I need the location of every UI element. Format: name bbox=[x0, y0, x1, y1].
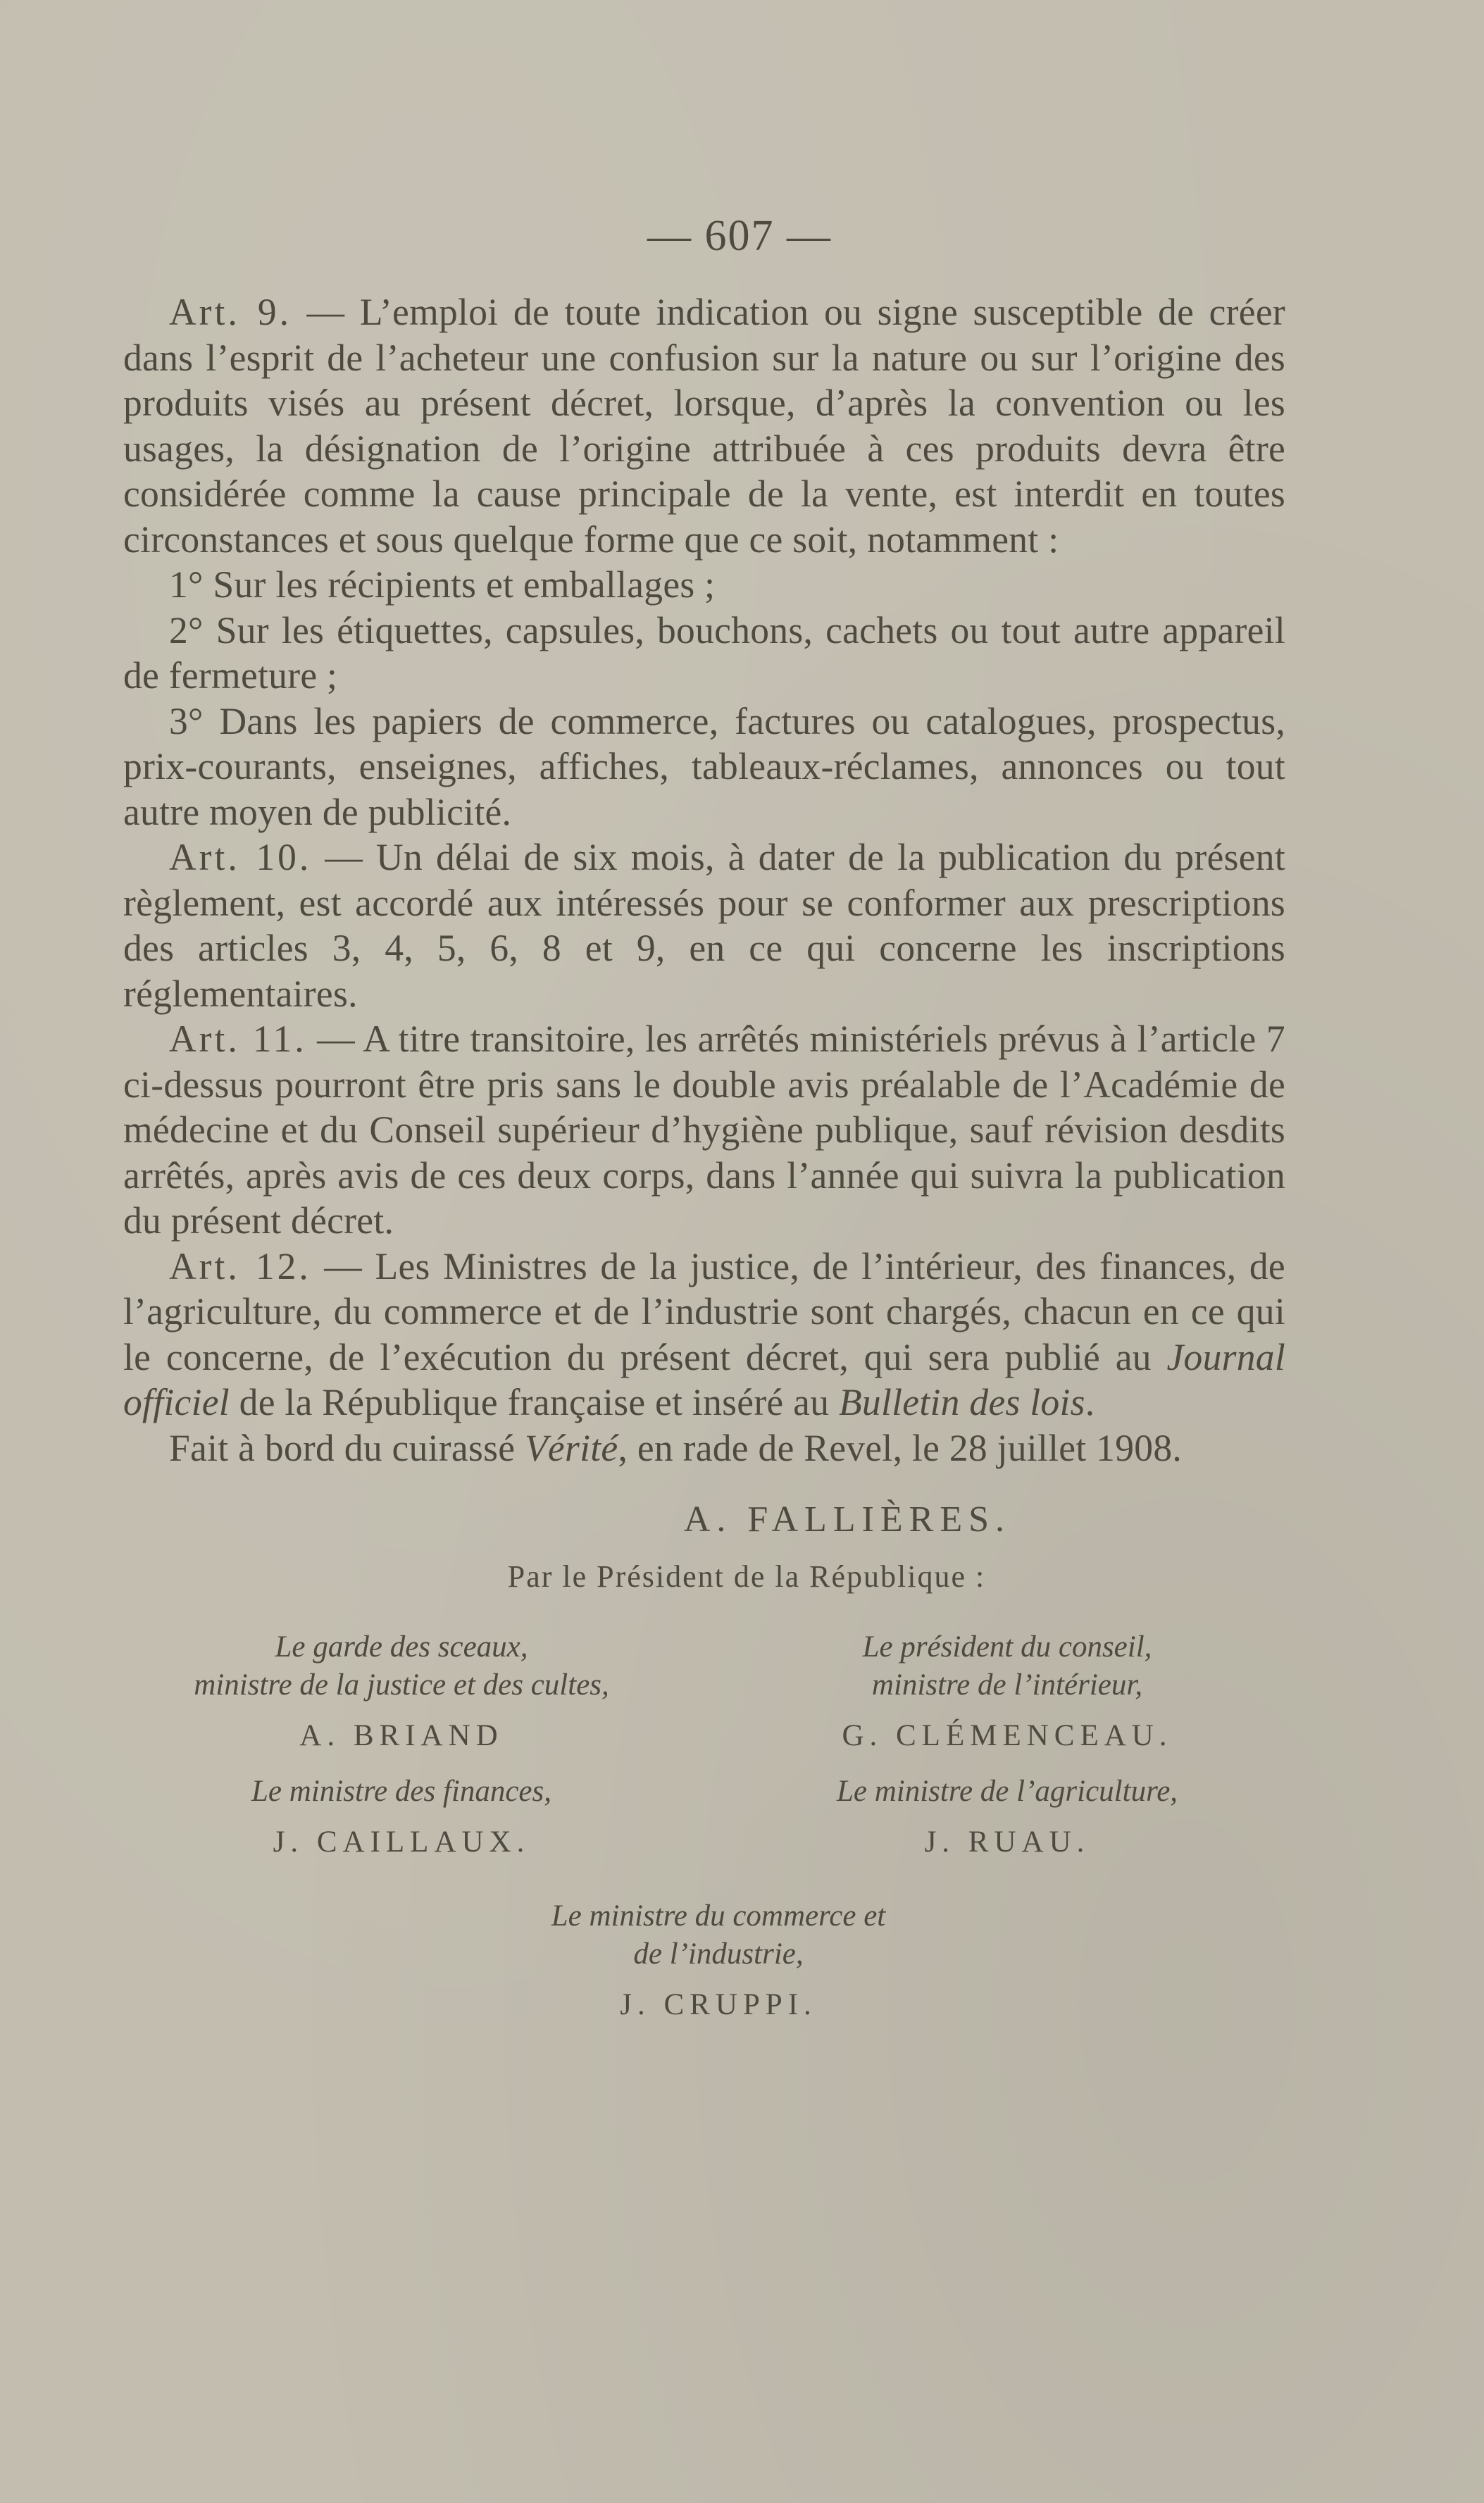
journal-officiel: Journal officiel bbox=[123, 1335, 1285, 1423]
article-10-label: Art. 10. bbox=[169, 836, 312, 878]
signatory-block bbox=[729, 1628, 1285, 1773]
article-11 bbox=[123, 1016, 1285, 1244]
signatory-role: Le ministre du commerce et bbox=[551, 1899, 886, 1933]
signatories-grid bbox=[123, 1628, 1285, 1879]
signatory-name: A. BRIAND bbox=[299, 1719, 504, 1752]
signatory-block bbox=[123, 1628, 680, 1773]
signatory-name: J. RUAU. bbox=[924, 1825, 1090, 1859]
ship-name: Vérité bbox=[524, 1426, 618, 1469]
article-9 bbox=[123, 289, 1285, 562]
signatory-role: Le président du conseil, bbox=[862, 1630, 1152, 1664]
article-11-text: — A titre transitoire, les arrêtés ministériels prévus à l’article 7 ci-dessus pourront être pris sans le double avis préalable de l’Académie de médecine et du Conseil supérieur d’hygiène publique, sauf révision desdits arrêtés, après avis de ces deux corps, dans l’année qui suivra la publication du présent décret. bbox=[123, 1018, 1285, 1242]
article-10-text: — Un délai de six mois, à dater de la publication du présent règlement, est accordé aux intéressés pour se conformer aux prescriptions des articles 3, 4, 5, 6, 8 et 9, en ce qui concerne les inscriptions réglementaires. bbox=[123, 836, 1285, 1015]
article-12-text-after: . bbox=[1085, 1381, 1095, 1423]
article-9-text: — L’emploi de toute indication ou signe susceptible de créer dans l’esprit de l’acheteur une confusion sur la nature ou sur l’origine des produits visés au présent décret, lorsque, d’après la convention ou les usages, la désignation de l’origine attribuée à ces produits devra être considérée comme la cause principale de la vente, est interdit en toutes circonstances et sous quelque forme que ce soit, notamment : bbox=[123, 291, 1285, 561]
closing-text-after: , en rade de Revel, le 28 juillet 1908. bbox=[618, 1426, 1183, 1469]
page-number: — 607 — bbox=[647, 212, 832, 260]
signatory-name: G. CLÉMENCEAU. bbox=[842, 1719, 1173, 1752]
signatory-block bbox=[729, 1773, 1285, 1879]
list-item: 1° Sur les récipients et emballages ; bbox=[169, 563, 716, 606]
article-12 bbox=[123, 1244, 1285, 1425]
bulletin-des-lois: Bulletin des lois bbox=[838, 1381, 1085, 1423]
signatory-role: ministre de la justice et des cultes, bbox=[194, 1668, 609, 1702]
signatory-role: de l’industrie, bbox=[633, 1937, 804, 1971]
article-9-label: Art. 9. bbox=[169, 291, 292, 333]
article-12-text-middle: de la République française et inséré au bbox=[229, 1381, 839, 1423]
signatory-role: Le garde des sceaux, bbox=[275, 1630, 528, 1664]
closing-line bbox=[123, 1425, 1285, 1471]
article-11-label: Art. 11. bbox=[169, 1018, 307, 1060]
signatory-name: J. CAILLAUX. bbox=[273, 1825, 530, 1859]
signatory-block bbox=[123, 1773, 680, 1879]
article-12-text-before: — Les Ministres de la justice, de l’intérieur, des finances, de l’agriculture, du commerce et de l’industrie sont chargés, chacun en ce qui le concerne, de l’exécution du présent décret, qui sera publié au bbox=[123, 1244, 1285, 1378]
closing-text-before: Fait à bord du cuirassé bbox=[169, 1426, 525, 1469]
president-signature: A. FALLIÈRES. bbox=[683, 1499, 1011, 1540]
list-item: 2° Sur les étiquettes, capsules, bouchons, cachets ou tout autre appareil de fermeture ; bbox=[123, 608, 1285, 697]
par-le-president: Par le Président de la République : bbox=[507, 1559, 986, 1594]
signatory-role: ministre de l’intérieur, bbox=[871, 1668, 1143, 1702]
signatory-name: J. CRUPPI. bbox=[620, 1988, 817, 2021]
final-signatory-block bbox=[123, 1897, 1285, 2022]
document-page bbox=[123, 211, 1285, 2042]
signatory-role: Le ministre des finances, bbox=[251, 1775, 551, 1808]
article-12-label: Art. 12. bbox=[169, 1244, 311, 1287]
signatory-role: Le ministre de l’agriculture, bbox=[836, 1775, 1178, 1808]
article-10 bbox=[123, 835, 1285, 1016]
list-item: 3° Dans les papiers de commerce, factures ou catalogues, prospectus, prix-courants, enseignes, affiches, tableaux-réclames, annonces ou tout autre moyen de publicité. bbox=[123, 699, 1285, 833]
